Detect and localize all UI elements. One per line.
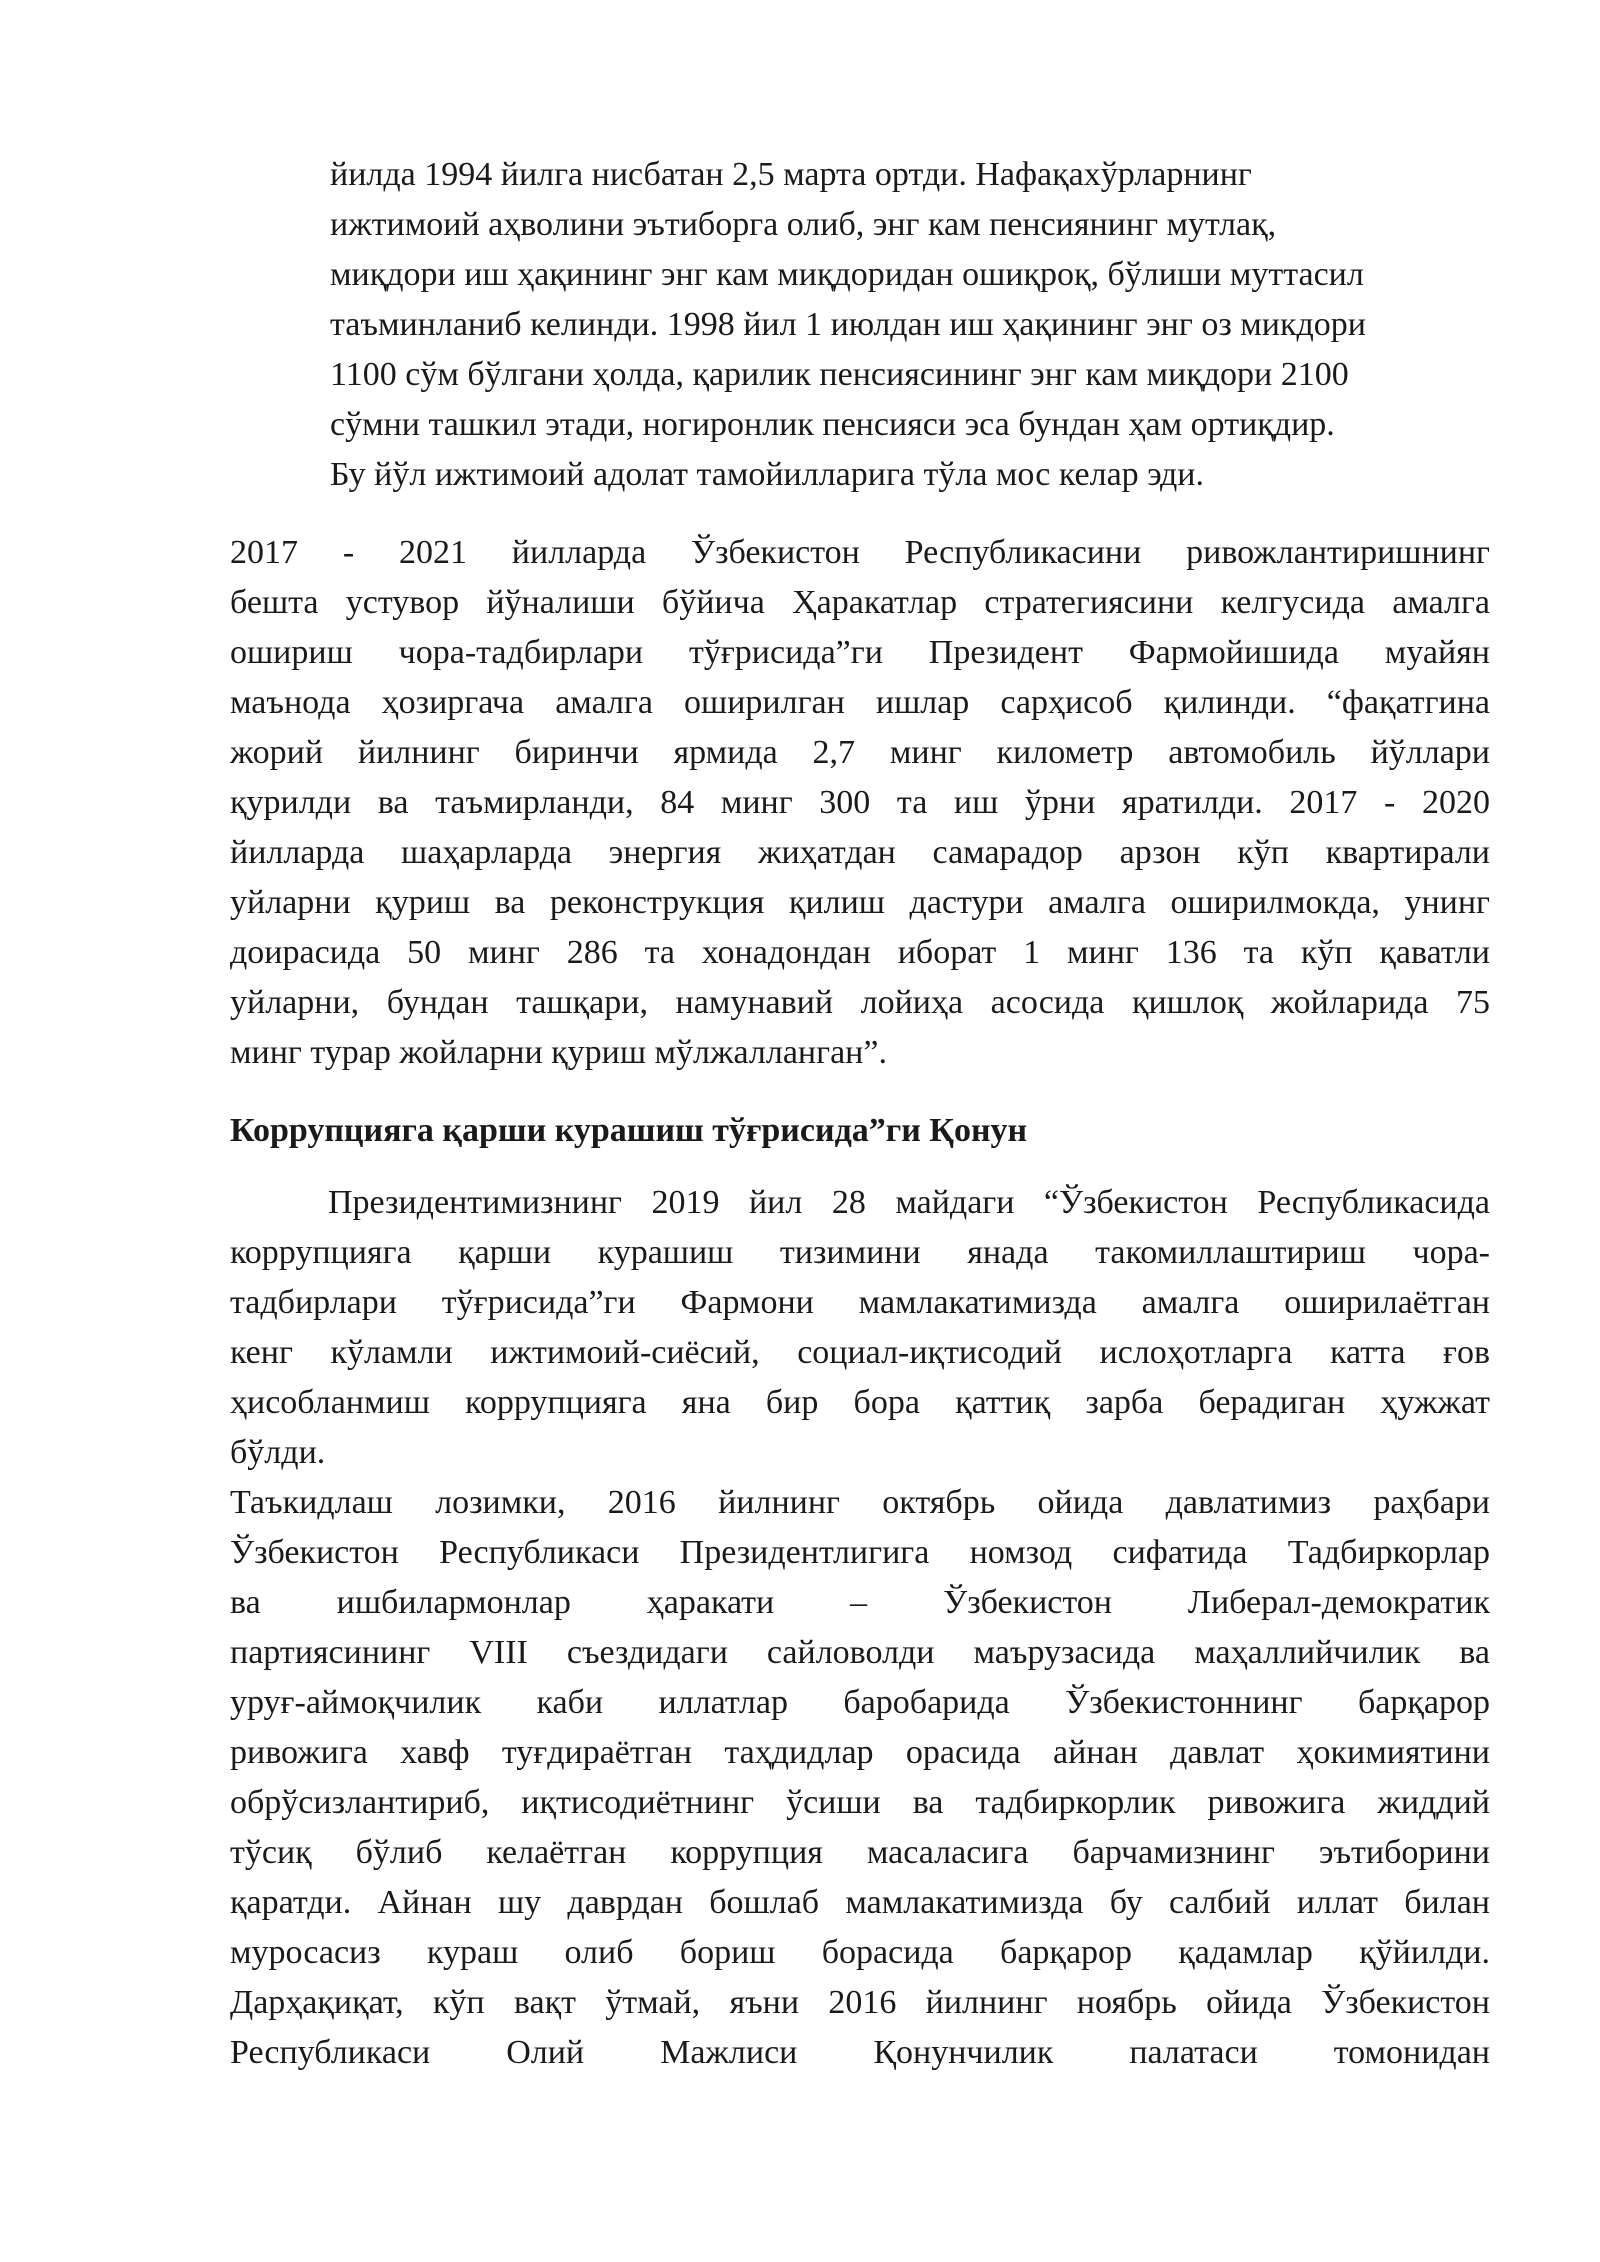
paragraph-line: ва ишбилармонлар ҳаракати – Ўзбекистон Либерал-демократик (230, 1584, 1490, 1621)
paragraph-line: уйларни, бундан ташқари, намунавий лойиҳа асосида қишлоқ жойларида 75 (230, 984, 1490, 1021)
paragraph-line: обрўсизлантириб, иқтисодиётнинг ўсиши ва тадбиркорлик ривожига жиддий (230, 1784, 1490, 1821)
paragraph-line: муросасиз кураш олиб бориш борасида барқарор қадамлар қўйилди. (230, 1934, 1490, 1971)
paragraph-line: бешта устувор йўналиши бўйича Ҳаракатлар стратегиясини келгусида амалга (230, 584, 1490, 621)
paragraph-line: Президентимизнинг 2019 йил 28 майдаги “Ўзбекистон Республикасида (328, 1184, 1490, 1221)
paragraph-line: Таъкидлаш лозимки, 2016 йилнинг октябрь ойида давлатимиз раҳбари (230, 1484, 1490, 1521)
quote-line: 1100 сўм бўлгани ҳолда, қарилик пенсиясининг энг кам миқдори 2100 (330, 356, 1349, 393)
paragraph-strategy (230, 528, 1490, 1078)
quote-line: миқдори иш ҳақининг энг кам миқдоридан ошиқроқ, бўлиши муттасил (330, 256, 1364, 293)
paragraph-line: йилларда шаҳарларда энергия жиҳатдан самарадор арзон кўп квартирали (230, 834, 1490, 871)
paragraph-decree (230, 1178, 1490, 1478)
document-page (230, 150, 1490, 2078)
paragraph-line: доирасида 50 минг 286 та хонадондан иборат 1 минг 136 та кўп қаватли (230, 934, 1490, 971)
paragraph-line: ҳисобланмиш коррупцияга яна бир бора қаттиқ зарба берадиган ҳужжат (230, 1384, 1490, 1421)
quote-line: Бу йўл ижтимоий адолат тамойилларига тўла мос келар эди. (330, 456, 1205, 493)
paragraph-line: ривожига хавф туғдираётган таҳдидлар орасида айнан давлат ҳокимиятини (230, 1734, 1490, 1771)
paragraph-line: жорий йилнинг биринчи ярмида 2,7 минг километр автомобиль йўллари (230, 734, 1490, 771)
paragraph-line: Республикаси Олий Мажлиси Қонунчилик палатаси томонидан (230, 2034, 1490, 2071)
paragraph-line: Ўзбекистон Республикаси Президентлигига номзод сифатида Тадбиркорлар (230, 1534, 1490, 1571)
quote-line: йилда 1994 йилга нисбатан 2,5 марта ортди. Нафақахўрларнинг (330, 156, 1252, 193)
paragraph-line: уруғ-аймоқчилик каби иллатлар баробарида Ўзбекистоннинг барқарор (230, 1684, 1490, 1721)
paragraph-line: минг турар жойларни қуриш мўлжалланган”. (230, 1034, 887, 1071)
paragraph-line: Дарҳақиқат, кўп вақт ўтмай, яъни 2016 йилнинг ноябрь ойида Ўзбекистон (230, 1984, 1490, 2021)
quote-line: ижтимоий аҳволини эътиборга олиб, энг кам пенсиянинг мутлақ, (330, 206, 1277, 243)
paragraph-line: тадбирлари тўғрисида”ги Фармони мамлакатимизда амалга оширилаётган (230, 1284, 1490, 1321)
paragraph-line: коррупцияга қарши курашиш тизимини янада такомиллаштириш чора- (230, 1234, 1490, 1271)
paragraph-corruption (230, 1478, 1490, 2078)
paragraph-line: тўсиқ бўлиб келаётган коррупция масаласига барчамизнинг эътиборини (230, 1834, 1490, 1871)
section-heading: Коррупцияга қарши курашиш тўғрисида”ги Қонун (230, 1112, 1028, 1149)
quote-line: сўмни ташкил этади, ногиронлик пенсияси эса бундан ҳам ортиқдир. (330, 406, 1335, 443)
quote-block (230, 150, 1490, 500)
paragraph-line: қаратди. Айнан шу даврдан бошлаб мамлакатимизда бу салбий иллат билан (230, 1884, 1490, 1921)
quote-line: таъминланиб келинди. 1998 йил 1 июлдан иш ҳақининг энг оз микдори (330, 306, 1366, 343)
paragraph-line: маънода ҳозиргача амалга оширилган ишлар сарҳисоб қилинди. “фақатгина (230, 684, 1490, 721)
paragraph-line: қурилди ва таъмирланди, 84 минг 300 та иш ўрни яратилди. 2017 - 2020 (230, 784, 1490, 821)
paragraph-line: партиясининг VIII съездидаги сайловолди маърузасида маҳаллийчилик ва (230, 1634, 1490, 1671)
paragraph-line: 2017 - 2021 йилларда Ўзбекистон Республикасини ривожлантиришнинг (230, 534, 1490, 571)
paragraph-line: бўлди. (230, 1434, 326, 1471)
paragraph-line: уйларни қуриш ва реконструкция қилиш дастури амалга оширилмокда, унинг (230, 884, 1490, 921)
paragraph-line: кенг кўламли ижтимоий-сиёсий, социал-иқтисодий ислоҳотларга катта ғов (230, 1334, 1490, 1371)
paragraph-line: ошириш чора-тадбирлари тўғрисида”ги Президент Фармойишида муайян (230, 634, 1490, 671)
